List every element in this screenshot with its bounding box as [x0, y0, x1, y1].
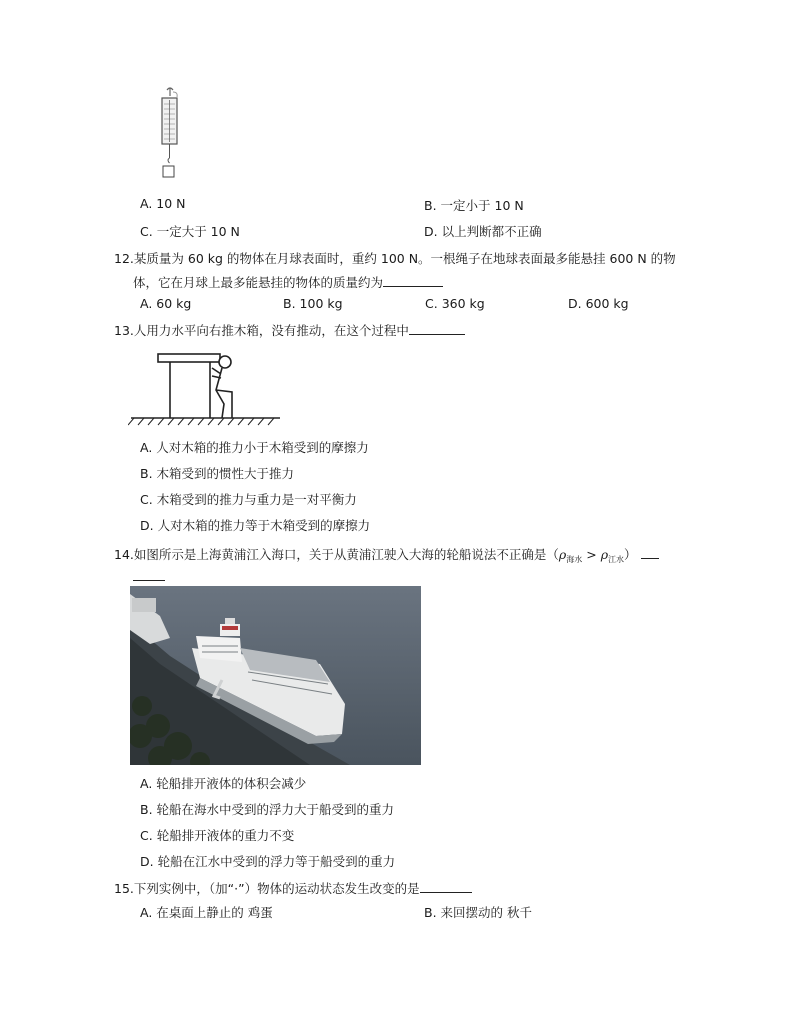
push-box-figure — [128, 346, 284, 426]
q12-stem-line2: 体，它在月球上最多能悬挂的物体的质量约为 — [133, 273, 443, 291]
q12-answer-blank[interactable] — [383, 274, 443, 287]
q13-option-a[interactable]: A. 人对木箱的推力小于木箱受到的摩擦力 — [140, 440, 369, 455]
q13-option-d[interactable]: D. 人对木箱的推力等于木箱受到的摩擦力 — [140, 518, 371, 533]
q15-option-b[interactable]: B. 来回摆动的 秋千 — [424, 905, 533, 920]
q12-option-b[interactable]: B. 100 kg — [283, 296, 343, 311]
q14-option-d[interactable]: D. 轮船在江水中受到的浮力等于船受到的重力 — [140, 854, 396, 869]
q12-option-a[interactable]: A. 60 kg — [140, 296, 192, 311]
q14-answer-blank-a[interactable] — [641, 546, 659, 559]
q14-number: 14. — [114, 547, 134, 562]
q15-answer-blank[interactable] — [420, 880, 472, 893]
q15-option-a[interactable]: A. 在桌面上静止的 鸡蛋 — [140, 905, 273, 920]
q11-option-b[interactable]: B. 一定小于 10 N — [424, 198, 524, 213]
q12-number: 12. — [114, 251, 134, 266]
q15-stem: 15.下列实例中，（加“·”）物体的运动状态发生改变的是 — [114, 879, 472, 897]
q13-option-b[interactable]: B. 木箱受到的惯性大于推力 — [140, 466, 295, 481]
q15-number: 15. — [114, 881, 134, 896]
q14-answer-blank-b[interactable] — [133, 568, 165, 581]
q14-stem: 14.如图所示是上海黄浦江入海口，关于从黄浦江驶入大海的轮船说法不正确是$(\rho_{海水} > \rho_{江水})$ — [114, 545, 659, 565]
q12-option-c[interactable]: C. 360 kg — [425, 296, 485, 311]
q13-answer-blank[interactable] — [409, 322, 465, 335]
q13-option-c[interactable]: C. 木箱受到的推力与重力是一对平衡力 — [140, 492, 357, 507]
q13-stem: 13.人用力水平向右推木箱，没有推动，在这个过程中 — [114, 321, 465, 339]
q14-option-a[interactable]: A. 轮船排开液体的体积会减少 — [140, 776, 307, 791]
q12-stem-line1: 12.某质量为 60 kg 的物体在月球表面时，重约 100 N。一根绳子在地球表面最多能悬挂 600 N 的物 — [114, 251, 676, 266]
q11-option-d[interactable]: D. 以上判断都不正确 — [424, 224, 542, 239]
spring-scale-figure — [150, 86, 190, 182]
q14-option-b[interactable]: B. 轮船在海水中受到的浮力大于船受到的重力 — [140, 802, 395, 817]
q14-option-c[interactable]: C. 轮船排开液体的重力不变 — [140, 828, 295, 843]
q11-option-c[interactable]: C. 一定大于 10 N — [140, 224, 240, 239]
ship-harbor-photo — [130, 586, 421, 765]
q11-option-a[interactable]: A. 10 N — [140, 196, 186, 211]
q12-option-d[interactable]: D. 600 kg — [568, 296, 629, 311]
q13-number: 13. — [114, 323, 134, 338]
